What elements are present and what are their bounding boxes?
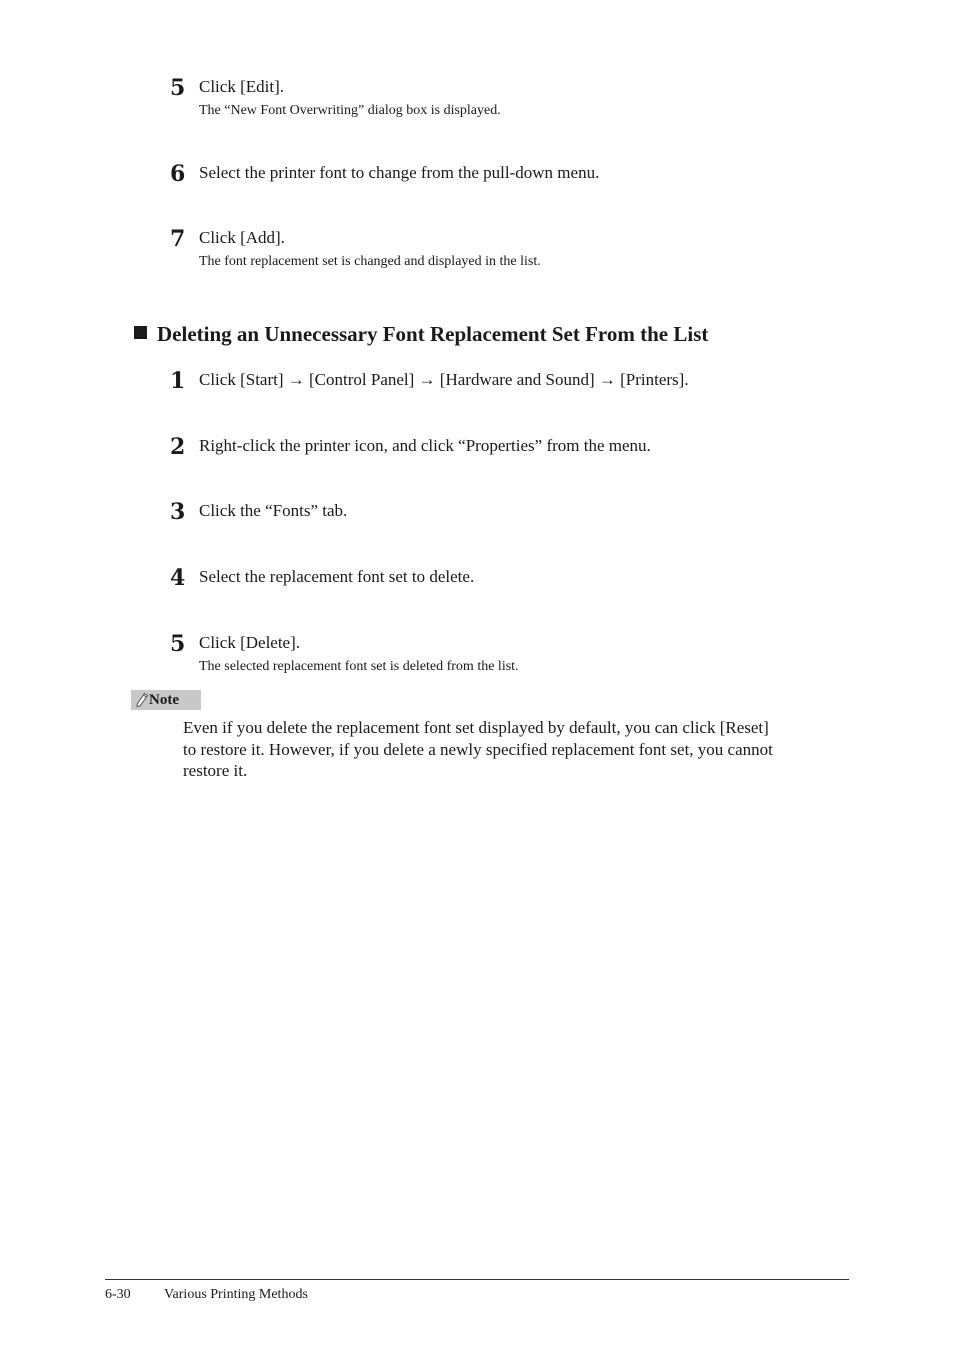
- pencil-icon: [135, 692, 149, 708]
- step-instruction: Select the printer font to change from the pull-down menu.: [199, 163, 600, 182]
- step-result: The font replacement set is changed and displayed in the list.: [199, 254, 541, 269]
- section-heading: [134, 321, 854, 347]
- step-instruction: Select the replacement font set to delete.: [199, 567, 475, 586]
- note-line: restore it.: [183, 761, 248, 780]
- step-number: 3: [170, 499, 186, 525]
- step-result: The “New Font Overwriting” dialog box is displayed.: [199, 103, 501, 118]
- black-square-icon: [134, 326, 147, 339]
- step-5-delete: [170, 633, 850, 681]
- step-number: 2: [170, 434, 186, 460]
- note-line: Even if you delete the replacement font set displayed by default, you can click [Reset]: [183, 718, 769, 737]
- step-number: 5: [170, 631, 186, 657]
- page-number: 6-30: [105, 1287, 131, 1302]
- step-4-select-set: [170, 567, 850, 589]
- step-instruction: Right-click the printer icon, and click “Properties” from the menu.: [199, 436, 651, 455]
- step-number: 1: [170, 368, 186, 394]
- step-instruction: Click [Edit].: [199, 77, 284, 96]
- section-title: Deleting an Unnecessary Font Replacement Set From the List: [157, 322, 709, 346]
- step-3-fonts-tab: [170, 501, 850, 523]
- chapter-title: Various Printing Methods: [164, 1287, 308, 1302]
- step-result: The selected replacement font set is deleted from the list.: [199, 659, 519, 674]
- step-5-edit: [170, 77, 850, 125]
- note-badge: [131, 690, 201, 710]
- step-instruction: Click [Add].: [199, 228, 285, 247]
- note-label: Note: [149, 692, 179, 708]
- step-instruction: Click the “Fonts” tab.: [199, 501, 348, 520]
- footer-divider: [105, 1279, 849, 1280]
- note-body: [183, 717, 853, 782]
- step-1-open-printers: [170, 370, 850, 392]
- step-number: 5: [170, 75, 186, 101]
- step-instruction: Click [Delete].: [199, 633, 301, 652]
- step-instruction: Click [Start] → [Control Panel] → [Hardware and Sound] → [Printers].: [199, 370, 689, 389]
- step-6-select-font: [170, 163, 850, 185]
- step-number: 4: [170, 565, 186, 591]
- step-number: 6: [170, 161, 186, 187]
- step-2-properties: [170, 436, 850, 458]
- step-7-add: [170, 228, 850, 276]
- note-line: to restore it. However, if you delete a newly specified replacement font set, you cannot: [183, 739, 773, 759]
- step-number: 7: [170, 226, 186, 252]
